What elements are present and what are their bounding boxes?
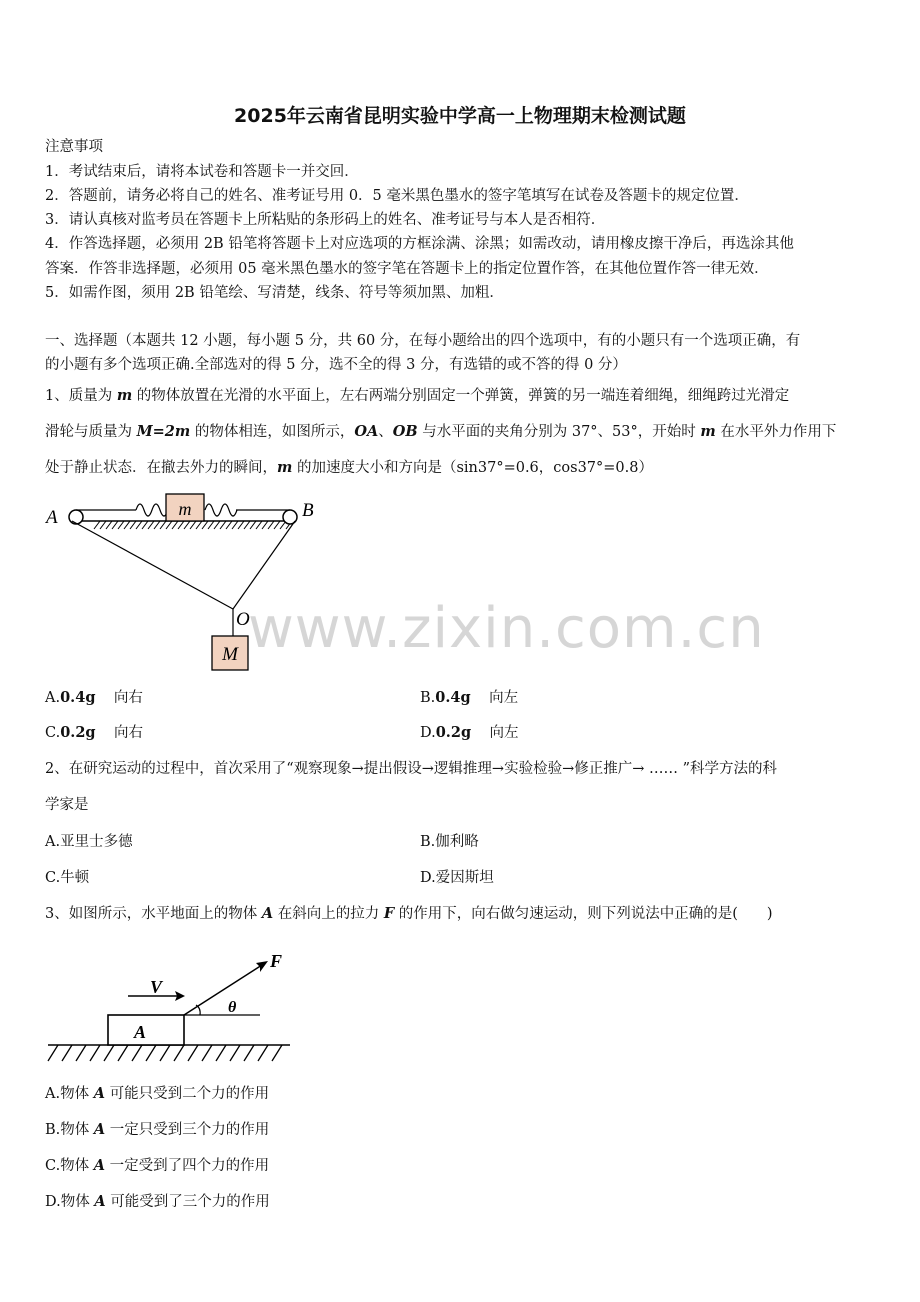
svg-text:A: A [134, 1022, 147, 1042]
q3-option-b[interactable]: B.物体 A 一定只受到三个力的作用 [45, 1121, 270, 1138]
q1-stem-line3: 处于静止状态．在撤去外力的瞬间，m 的加速度大小和方向是（sin37°=0.6，cos37°=0.8） [45, 459, 653, 476]
svg-text:θ: θ [228, 999, 237, 1016]
note-item: 2．答题前，请务必将自己的姓名、准考证号用 0．5 毫米黑色墨水的签字笔填写在试卷及答题卡的规定位置． [45, 188, 749, 204]
q2-option-c[interactable]: C.牛顿 [45, 870, 90, 886]
page-title: 2025年云南省昆明实验中学高一上物理期末检测试题 [234, 105, 686, 127]
q1-option-c[interactable]: C.0.2g 向右 [45, 724, 143, 741]
note-item: 5．如需作图，须用 2B 铅笔绘、写清楚，线条、符号等须加黑、加粗． [45, 285, 504, 301]
q1-option-a[interactable]: A.0.4g 向右 [45, 689, 143, 706]
q3-stem: 3、如图所示，水平地面上的物体 A 在斜向上的拉力 F 的作用下，向右做匀速运动，则下列说法中正确的是( ) [45, 905, 773, 922]
q3-option-c[interactable]: C.物体 A 一定受到了四个力的作用 [45, 1157, 270, 1174]
q3-figure [40, 945, 300, 1070]
q2-option-b[interactable]: B.伽利略 [420, 834, 479, 850]
q1-stem-line1: 1、质量为 m 的物体放置在光滑的水平面上，左右两端分别固定一个弹簧，弹簧的另一端连着细绳，细绳跨过光滑定 [45, 387, 790, 404]
q1-option-b[interactable]: B.0.4g 向左 [420, 689, 519, 706]
note-item: 4．作答选择题，必须用 2B 铅笔将答题卡上对应选项的方框涂满、涂黑；如需改动，请用橡皮擦干净后，再选涂其他 [45, 236, 794, 252]
q1-option-d[interactable]: D.0.2g 向左 [420, 724, 519, 741]
q3-option-a[interactable]: A.物体 A 可能只受到二个力的作用 [45, 1085, 270, 1102]
q3-option-d[interactable]: D.物体 A 可能受到了三个力的作用 [45, 1193, 270, 1210]
watermark: www.zixin.com.cn [248, 596, 765, 661]
q1-figure [40, 488, 320, 683]
svg-text:B: B [302, 500, 314, 521]
svg-text:A: A [46, 507, 58, 528]
svg-text:F: F [270, 951, 283, 971]
q2-stem-line1: 2、在研究运动的过程中，首次采用了“观察现象→提出假设→逻辑推理→实验检验→修正推广→ …… ”科学方法的科 [45, 761, 778, 777]
note-item: 1．考试结束后，请将本试卷和答题卡一并交回． [45, 164, 359, 180]
note-item: 答案．作答非选择题，必须用 05 毫米黑色墨水的签字笔在答题卡上的指定位置作答，在其他位置作答一律无效． [45, 261, 769, 277]
svg-text:m: m [178, 499, 192, 519]
q2-option-a[interactable]: A.亚里士多德 [45, 834, 133, 850]
notes-heading: 注意事项 [45, 139, 103, 155]
svg-text:M: M [222, 644, 238, 665]
note-item: 3．请认真核对监考员在答题卡上所粘贴的条形码上的姓名、准考证号与本人是否相符． [45, 212, 606, 228]
section-header: 一、选择题（本题共 12 小题，每小题 5 分，共 60 分，在每小题给出的四个选项中，有的小题只有一个选项正确，有 [45, 333, 801, 349]
svg-text:O: O [236, 609, 250, 630]
svg-text:V: V [150, 977, 163, 997]
section-header-cont: 的小题有多个选项正确.全部选对的得 5 分，选不全的得 3 分，有选错的或不答的得 0 分） [45, 357, 627, 373]
spring-right [205, 504, 237, 516]
q1-stem-line2: 滑轮与质量为 M=2m 的物体相连，如图所示，OA、OB 与水平面的夹角分别为 37°、53°，开始时 m 在水平外力作用下 [45, 423, 837, 440]
q2-stem-line2: 学家是 [45, 797, 89, 813]
pulley-a [69, 510, 83, 524]
q2-option-d[interactable]: D.爱因斯坦 [420, 870, 494, 886]
